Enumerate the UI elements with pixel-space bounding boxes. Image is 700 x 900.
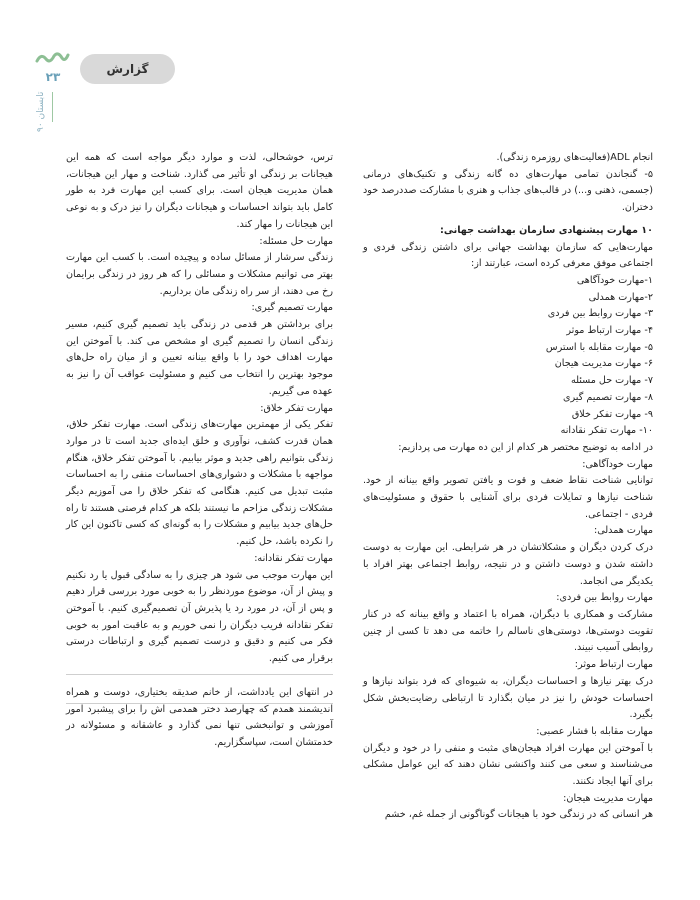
list-item: ۴- مهارت ارتباط موثر (566, 325, 653, 337)
paragraph: با آموختن این مهارت افراد هیجان‌های مثبت و منفی را در خود و دیگران می‌شناسند و سعی می کنند واکنشی نشان دهند که این عوامل مشکلی برای آنها ایجاد نکنند. (363, 742, 653, 788)
list-item: ۲-مهارت همدلی (588, 291, 653, 303)
subheading: مهارت تفکر خلاق: (260, 402, 333, 414)
list-item: ۱-مهارت خودآگاهی (576, 274, 653, 286)
paragraph: برای برداشتن هر قدمی در زندگی باید تصمیم گیری کنیم، مسیر زندگی انسان را تصمیم گیری او مشخص می کند. با آموختن این مهارت اهداف خود را با واقع بینانه تعیین و از میان راه حل‌های موجود بهترین را انتخاب می کنیم و مسئولیت عواقب آن را نیز به عهده می گیریم. (66, 319, 333, 397)
page-number: ۲۳ (45, 70, 61, 84)
section-label: گزارش (80, 54, 175, 84)
subheading: مهارت تصمیم گیری: (251, 302, 333, 314)
section-divider (66, 674, 333, 675)
paragraph: توانایی شناخت نقاط ضعف و قوت و یافتن تصویر واقع بینانه از خود. شناخت نیازها و تمایلات فردی برای آشنایی با حقوق و مسئولیت‌های فردی - اجتماعی. (363, 475, 653, 520)
right-column (363, 150, 653, 824)
paragraph: مشارکت و همکاری با دیگران، همراه با اعتماد و واقع بینانه که در کنار تقویت دوستی‌ها، دوستی‌های ناسالم را خاتمه می دهد تا کسی از چنین روابطی آسیب نبیند. (363, 608, 653, 654)
subheading: مهارت مدیریت هیجان: (563, 792, 653, 804)
paragraph: درک بهتر نیازها و احساسات دیگران، به شیوه‌ای که فرد بتواند نیازها و احساسات خودش را نیز در میان بگذارد تا ارتباطی رضایت‌بخش شکل بگیرد. (363, 675, 653, 721)
paragraph: انجام ADL(فعالیت‌های روزمره زندگی). (496, 152, 653, 163)
list-item: ۶- مهارت مدیریت هیجان (554, 358, 653, 370)
subheading: مهارت خودآگاهی: (582, 458, 653, 470)
paragraph: در ادامه به توضیح مختصر هر کدام از این ده مهارت می پردازیم: (398, 441, 653, 453)
paragraph: درک کردن دیگران و مشکلاتشان در هر شرایطی. این مهارت به دوست داشته شدن و دوست داشتن و در نتیجه، روابط اجتماعی بهتر افراد با یکدیگر می انجامد. (363, 542, 653, 587)
paragraph: مهارت‌هایی که سازمان بهداشت جهانی برای داشتن زندگی فردی و اجتماعی موفق معرفی کرده است، عبارتند از: (363, 241, 653, 270)
list-item: ۱۰- مهارت تفکر نقادانه (560, 425, 653, 437)
paragraph: تفکر یکی از مهمترین مهارت‌های زندگی است. مهارت تفکر خلاق، همان قدرت کشف، نوآوری و خلق ایده‌ای جدید است تا در موارد زندگی بتوانیم راهی جدید و موثر بیابیم. با آموختن تفکر خلاق، هنگام مواجهه با مشکلات و دشواری‌های احساسات منفی را به احساسات مثبت تبدیل می کنیم. هنگامی که تفکر خلاق را می آموزیم دیگر مشکلات زندگی مزاحم ما نیستند بلکه هر کدام فرصتی هستند تا راه حل‌های جدید بیابیم و مشکلات را به گونه‌ای که کسی تاکنون این کار را نکرده باشد، حل کنیم. (66, 419, 333, 548)
list-item: ۸- مهارت تصمیم گیری (563, 391, 653, 403)
subheading: مهارت روابط بین فردی: (556, 592, 653, 604)
paragraph: زندگی سرشار از مسائل ساده و پیچیده است. با کسب این مهارت بهتر می توانیم مشکلات و مسائلی را که هر روز در زندگی برایمان رخ می دهند، از سر راه زندگی مان برداریم. (66, 252, 333, 297)
magazine-logo (34, 50, 70, 66)
subheading: مهارت ارتباط موثر: (574, 659, 653, 671)
paragraph: این مهارت موجب می شود هر چیزی را به سادگی قبول یا رد نکنیم و پیش از آن، موضوع موردنظر را به خوبی مورد بررسی قرار دهیم و پس از آن، در مورد رد یا پذیرش آن تصمیم‌گیری کنیم. با آموختن تفکر نقادانه فریب دیگران را نمی خوریم و به عاقبت امور به خوبی فکر می کنیم و دقیق و درست تصمیم گیری و ارتباطات درستی برقرار می کنیم. (66, 569, 333, 665)
margin-divider (52, 92, 53, 122)
subheading: مهارت مقابله با فشار عصبی: (536, 725, 653, 737)
subheading: مهارت حل مسئله: (259, 235, 333, 247)
subheading: مهارت تفکر نقادانه: (254, 552, 333, 564)
list-item: ۳- مهارت روابط بین فردی (547, 308, 653, 320)
paragraph: ۵- گنجاندن تمامی مهارت‌های ده گانه زندگی و تکنیک‌های درمانی (جسمی، ذهنی و...) در قالب‌های جذاب و هنری با مشارکت صددرصد خود دختران. (363, 168, 653, 214)
paragraph: هر انسانی که در زندگی خود با هیجانات گوناگونی از جمله غم، خشم (384, 809, 653, 821)
section-heading: ۱۰ مهارت پیشنهادی سازمان بهداشت جهانی: (440, 224, 653, 236)
list-item: ۹- مهارت تفکر خلاق (571, 408, 653, 420)
list-item: ۷- مهارت حل مسئله (570, 375, 653, 387)
left-column (66, 150, 333, 752)
bottom-divider (66, 703, 333, 704)
closing-note: در انتهای این یادداشت، از خانم صدیقه بختیاری، دوست و همراه اندیشمند همدم که چهارصد دختر همدمی اش را برای پیشبرد امور آموزشی و توانبخشی تنها نمی گذارد و عاشقانه و مسئولانه در خدمتشان است، سپاسگزاریم. (66, 686, 333, 748)
subheading: مهارت همدلی: (594, 525, 653, 537)
issue-label: تابستان ۹۰ (36, 92, 46, 133)
paragraph: ترس، خوشحالی، لذت و موارد دیگر مواجه است که همه این هیجانات بر زندگی او تأثیر می گذارد. شناخت و مهار این هیجانات، همان مدیریت هیجان است. برای کسب این مهارت فرد به طور کامل باید بتواند احساسات و هیجانات دیگران را نیز درک و به نوعی این هیجانات را مهار کند. (66, 152, 333, 230)
logo-icon (34, 50, 70, 66)
list-item: ۵- مهارت مقابله با استرس (545, 341, 653, 353)
